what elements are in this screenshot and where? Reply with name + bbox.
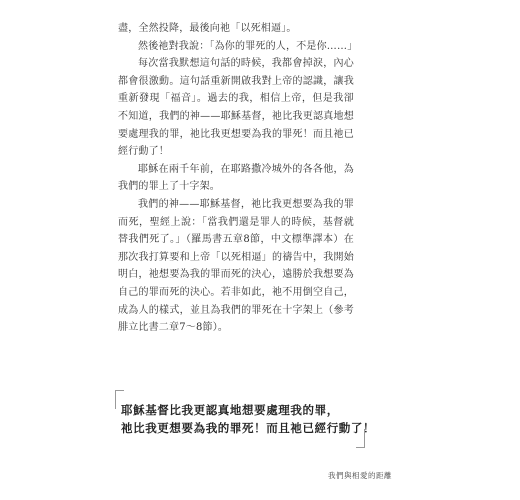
pull-quote-line: 耶穌基督比我更認真地想要處理我的罪，	[121, 403, 339, 417]
paragraph: 耶穌在兩千年前，在耶路撒冷城外的各各他，為我們的罪上了十字架。	[118, 163, 354, 193]
pull-quote	[115, 390, 376, 442]
running-footer: 我們與相愛的距離	[328, 471, 392, 480]
pull-quote-line: 祂比我更想要為我的罪死！而且祂已經行動了！	[121, 421, 376, 435]
paragraph: 每次當我默想這句話的時候，我都會掉淚，內心都會很激動。這句話重新開啟我對上帝的認識，讓我重新發現「福音」。過去的我，相信上帝，但是我卻不知道，我們的神——耶穌基督，祂比我更認真地想要處理我的罪，祂比我更想要為我的罪死！而且祂已經行動了！	[118, 58, 354, 158]
body-text	[118, 20, 358, 337]
quote-bracket-bottom-right	[356, 429, 365, 448]
paragraph: 然後祂對我說：「為你的罪死的人，不是你……」	[138, 40, 358, 52]
paragraph: 盡，全然投降，最後向祂「以死相逼」。	[118, 23, 297, 34]
paragraph: 我們的神——耶穌基督，祂比我更想要為我的罪而死，聖經上說：「當我們還是罪人的時候，基督就替我們死了。」（羅馬書五章8節，中文標準譯本）在那次我打算要和上帝「以死相逼」的禱告中，我開始明白，祂想要為我的罪而死的決心，遠勝於我想要為自己的罪而死的決心。若非如此，祂不用倒空自己，成為人的樣式，並且為我們的罪死在十字架上（參考腓立比書二章7～8節）。	[118, 198, 354, 334]
